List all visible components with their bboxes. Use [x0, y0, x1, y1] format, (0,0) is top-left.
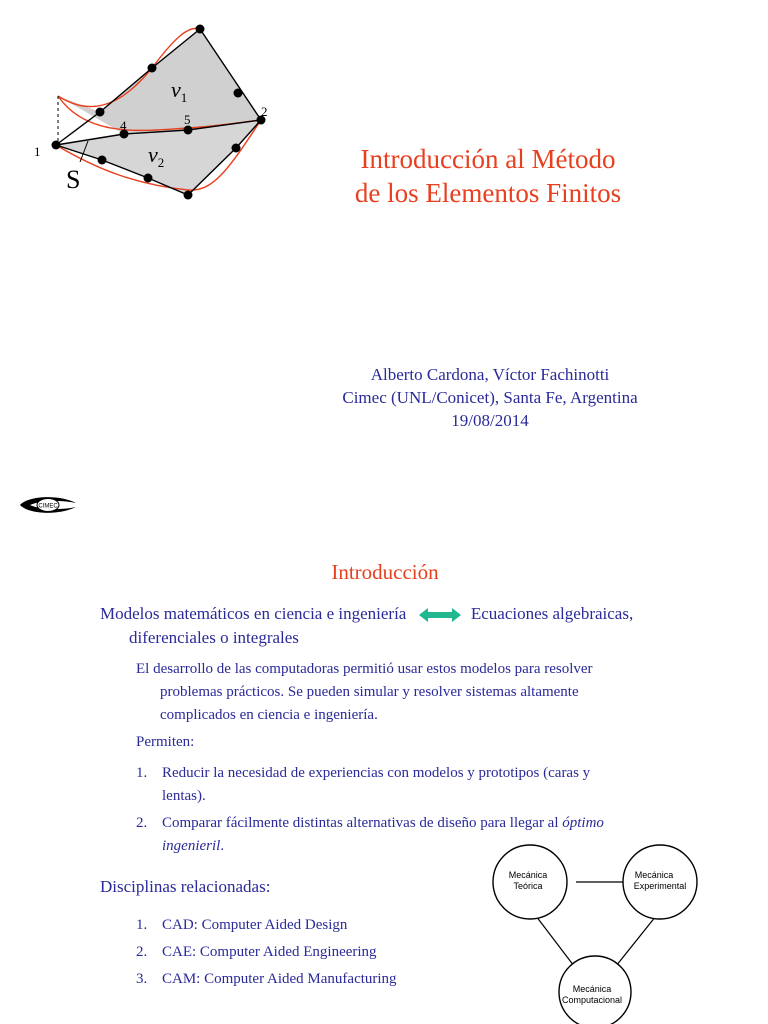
mechanics-triangle-diagram [484, 842, 724, 1024]
item-text: CAM: Computer Aided Manufacturing [162, 971, 397, 987]
intro-left: Modelos matemáticos en ciencia e ingeniería [100, 604, 407, 623]
label-node-2: 2 [261, 104, 268, 119]
item-number: 1. [136, 765, 148, 781]
item-2-emphasis: óptimo [562, 815, 604, 831]
disciplinas-list [136, 912, 397, 993]
authors-block [280, 363, 700, 432]
slide-title [318, 142, 658, 210]
node [52, 141, 61, 150]
node [144, 174, 153, 183]
node [184, 191, 193, 200]
edge-a-c [536, 916, 574, 966]
title-line-2: de los Elementos Finitos [354, 178, 622, 208]
label-node-4: 4 [120, 118, 127, 133]
label-node-5: 5 [184, 112, 191, 127]
label-s: S [66, 165, 81, 194]
node-a-line-2: Teórica [513, 881, 543, 891]
logo-text: CIMEC [38, 503, 58, 510]
label-v2: $v_2$ [148, 142, 165, 170]
permiten-label: Permiten: [136, 734, 195, 750]
node [234, 89, 243, 98]
node [148, 64, 157, 73]
item-number: 3. [136, 971, 148, 987]
double-arrow-icon [419, 608, 461, 622]
cimec-logo [18, 494, 78, 516]
benefit-item-1 [136, 762, 696, 808]
node-b-line-1: Mecánica [634, 870, 674, 880]
disciplinas-heading: Disciplinas relacionadas: [100, 877, 271, 896]
date: 19/08/2014 [451, 411, 529, 430]
item-2-emphasis-2: ingenieril [162, 838, 221, 854]
intro-right: Ecuaciones algebraicas, [470, 604, 634, 623]
upper-surface [58, 29, 261, 134]
item-2-text: Comparar fácilmente distintas alternativas de diseño para llegar al [162, 815, 563, 831]
list-item [136, 939, 397, 966]
item-2-line-1 [136, 812, 696, 835]
author-names: Alberto Cardona, Víctor Fachinotti [370, 365, 610, 384]
node [96, 108, 105, 117]
intro-continuation: diferenciales o integrales [129, 628, 299, 647]
item-number: 2. [136, 815, 148, 831]
list-item [136, 912, 397, 939]
para-line-1: El desarrollo de las computadoras permitió usar estos modelos para resolver [136, 661, 593, 677]
node-b-line-2: Experimental [633, 881, 687, 891]
section-title: Introducción [331, 560, 439, 584]
node-c-line-2: Computacional [561, 995, 623, 1005]
node-c-line-1: Mecánica [572, 984, 612, 994]
item-2-end: . [220, 838, 225, 854]
finite-element-figure [28, 20, 288, 210]
item-number: 1. [136, 917, 148, 933]
node [196, 25, 205, 34]
para-line-2: problemas prácticos. Se pueden simular y resolver sistemas altamente [160, 684, 579, 700]
node [232, 144, 241, 153]
title-line-1: Introducción al Método [360, 144, 616, 174]
label-v1: $v_1$ [171, 77, 188, 105]
item-number: 2. [136, 944, 148, 960]
para-line-3: complicados en ciencia e ingeniería. [160, 707, 378, 723]
node [98, 156, 107, 165]
list-item [136, 966, 397, 993]
label-node-1: 1 [34, 144, 41, 159]
item-1-line-1: Reducir la necesidad de experiencias con modelos y prototipos (caras y [162, 765, 591, 781]
intro-paragraph [100, 602, 740, 650]
affiliation: Cimec (UNL/Conicet), Santa Fe, Argentina [342, 388, 638, 407]
node-a-line-1: Mecánica [508, 870, 548, 880]
edge-b-c [616, 916, 656, 966]
item-1-line-2: lentas). [162, 788, 206, 804]
item-text: CAE: Computer Aided Engineering [162, 944, 377, 960]
computers-paragraph [136, 658, 696, 727]
item-text: CAD: Computer Aided Design [162, 917, 348, 933]
